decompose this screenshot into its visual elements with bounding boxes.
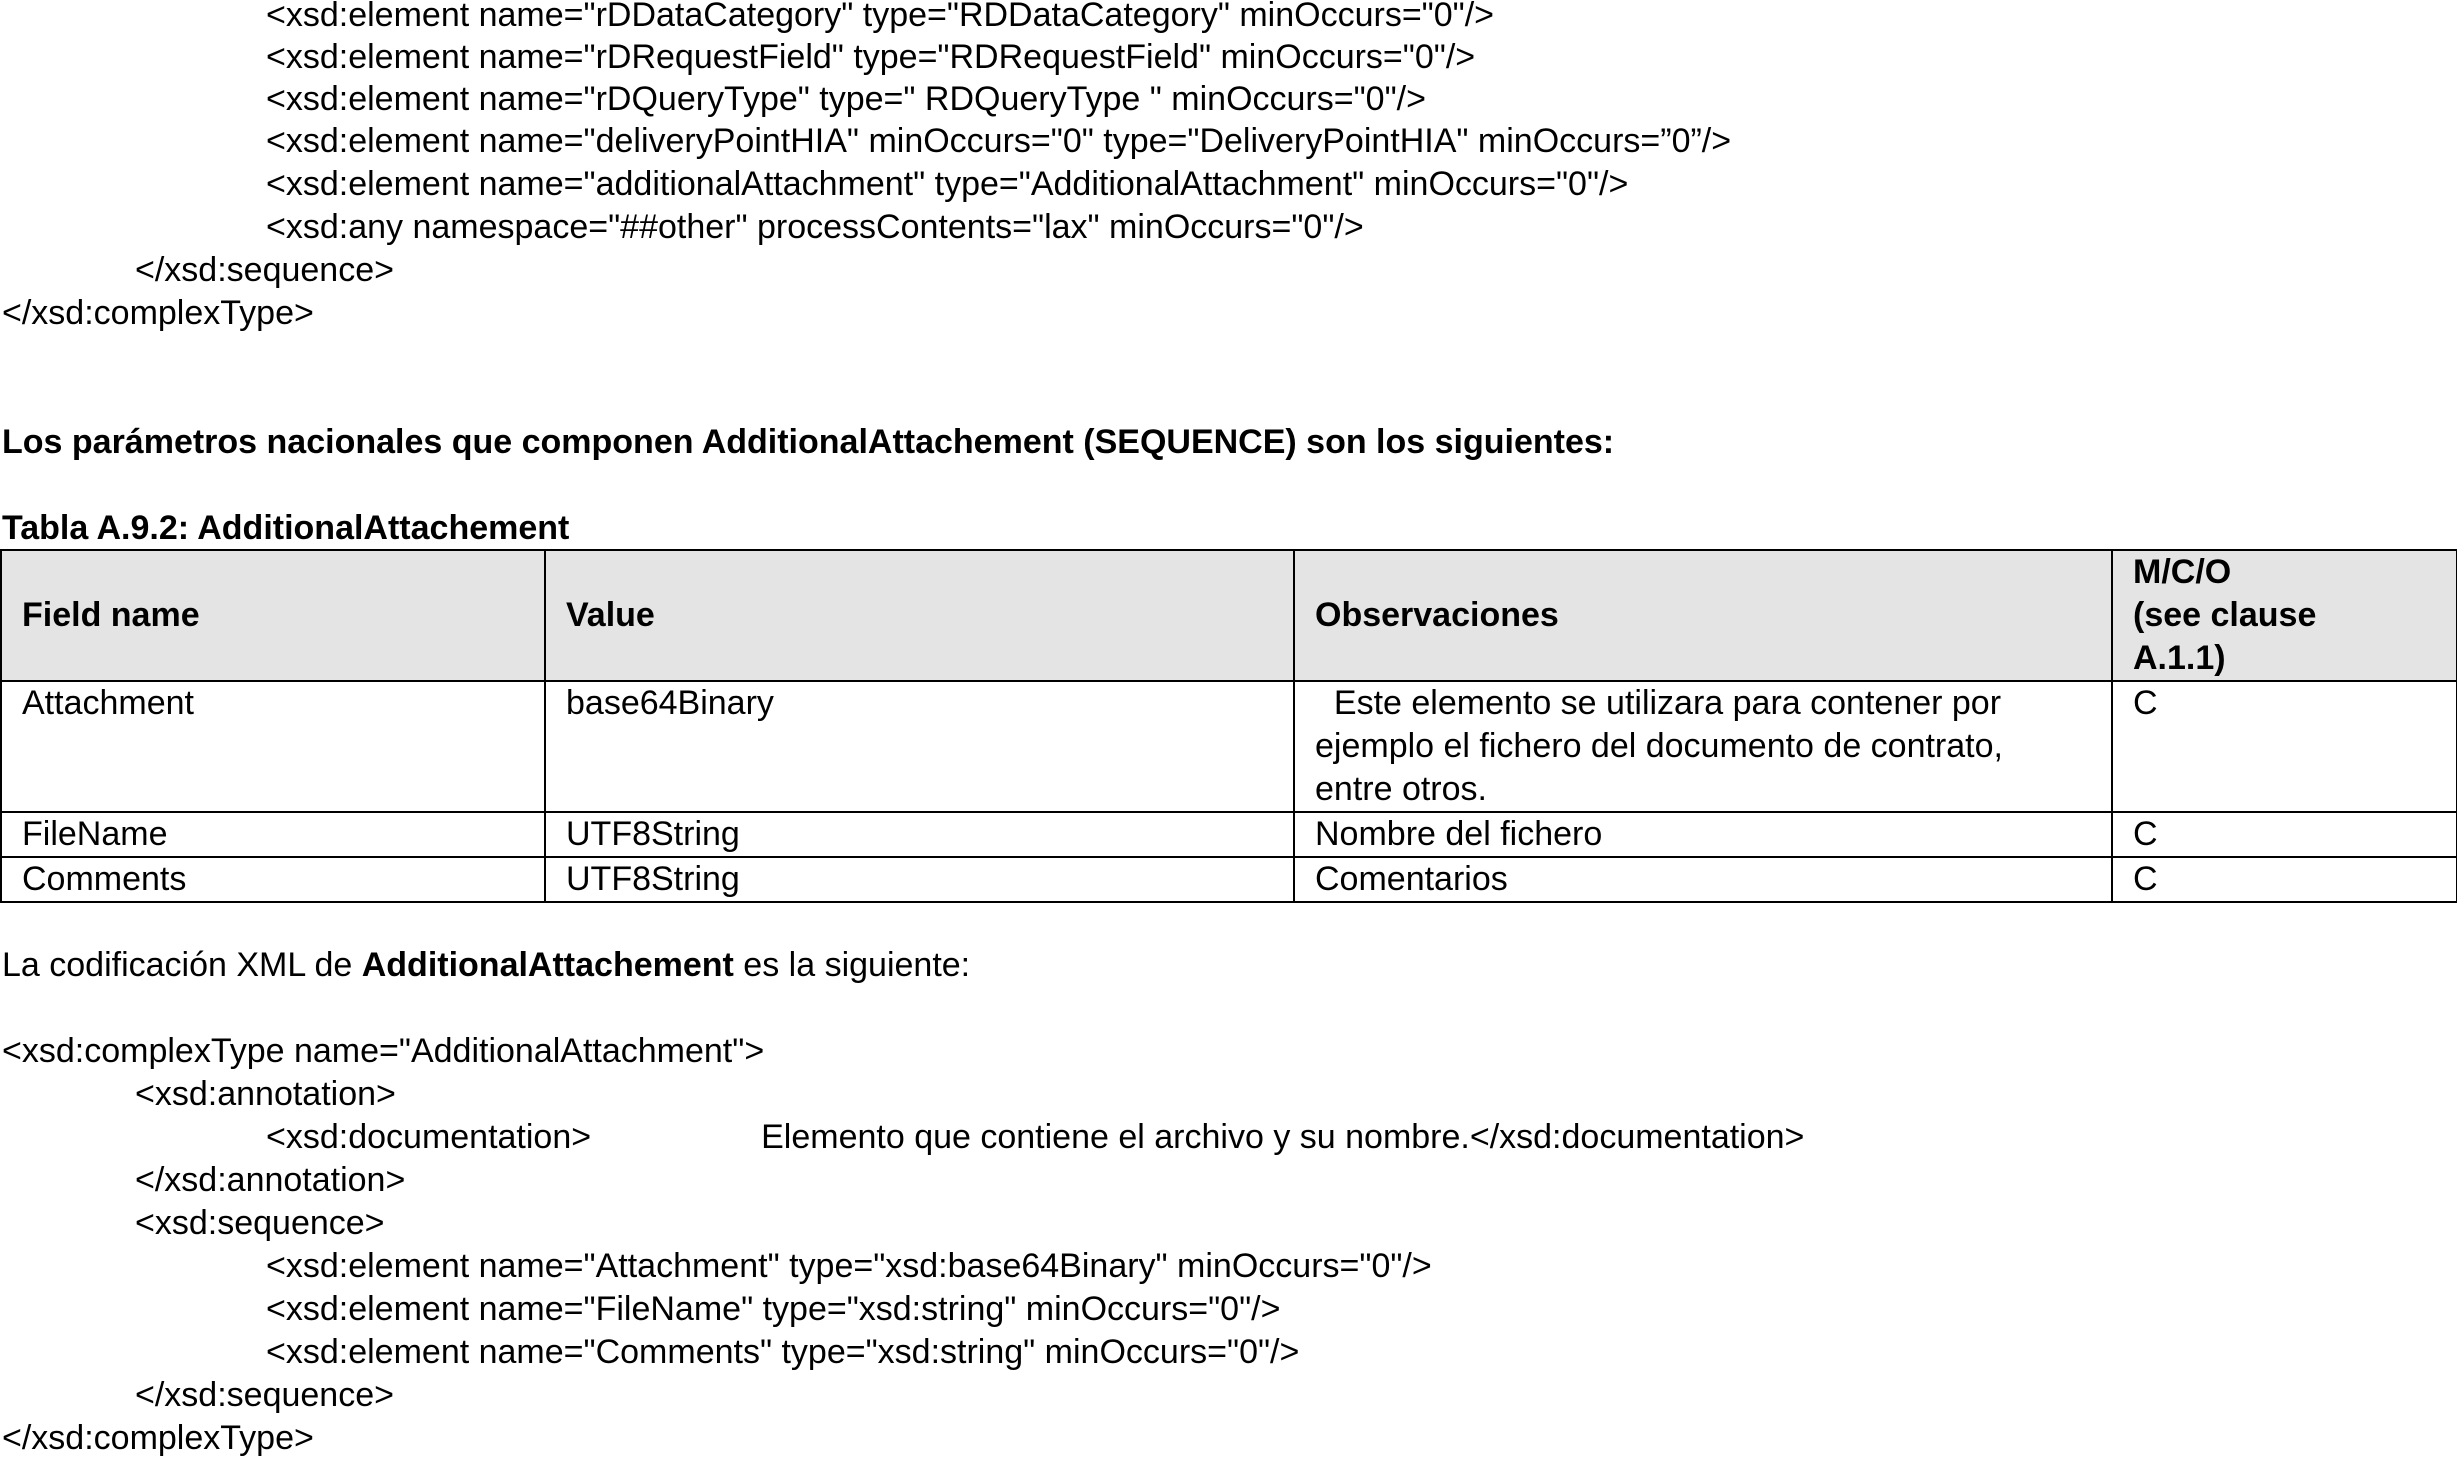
table-row [1,812,2457,857]
intro-bold: AdditionalAttachement [361,946,734,984]
cell-field: FileName [1,812,545,857]
code-line: <xsd:any namespace="##other" processContents="lax" minOccurs="0"/> [266,208,1364,246]
cell-observaciones: Nombre del fichero [1294,812,2112,857]
header-observaciones: Observaciones [1294,550,2112,681]
cell-value: base64Binary [545,681,1294,812]
obs-line: ejemplo el fichero del documento de contrato, [1315,727,2003,765]
cell-mco: C [2112,681,2457,812]
intro-prefix: La codificación XML de [2,946,362,984]
documentation-text: Elemento que contiene el archivo y su nombre.</xsd:documentation> [761,1118,1805,1156]
header-mco-line2 [2133,594,2436,637]
cell-mco: C [2112,857,2457,902]
table-header-row [1,550,2457,681]
header-field-name: Field name [1,550,545,681]
code-line: <xsd:element name="deliveryPointHIA" minOccurs="0" type="DeliveryPointHIA" minOccurs=”0”/> [266,122,1732,160]
cell-field: Comments [1,857,545,902]
code-line: <xsd:complexType name="AdditionalAttachment"> [2,1032,765,1070]
code-line: <xsd:element name="Comments" type="xsd:string" minOccurs="0"/> [266,1333,1300,1371]
header-mco-clause: clause [2210,596,2317,634]
code-line: </xsd:complexType> [2,294,314,332]
code-line: </xsd:sequence> [135,1376,394,1414]
header-mco-line3: A.1.1) [2133,639,2226,677]
cell-observaciones: Comentarios [1294,857,2112,902]
code-line: <xsd:element name="rDRequestField" type="RDRequestField" minOccurs="0"/> [266,38,1476,76]
intro-suffix: es la siguiente: [733,946,971,984]
cell-field: Attachment [1,681,545,812]
header-value: Value [545,550,1294,681]
cell-value: UTF8String [545,857,1294,902]
code-line: </xsd:sequence> [135,251,394,289]
code-line: <xsd:element name="additionalAttachment" type="AdditionalAttachment" minOccurs="0"/> [266,165,1629,203]
code-line: </xsd:complexType> [2,1419,314,1457]
code-line: </xsd:annotation> [135,1161,406,1199]
obs-line: Este elemento se utilizara para contener por [1315,684,2002,722]
table-caption: Tabla A.9.2: AdditionalAttachement [2,509,570,547]
code-line: <xsd:annotation> [135,1075,396,1113]
code-line: <xsd:element name="rDQueryType" type=" RDQueryType " minOccurs="0"/> [266,80,1426,118]
code-line [266,1116,1804,1159]
code-line: <xsd:element name="Attachment" type="xsd:base64Binary" minOccurs="0"/> [266,1247,1432,1285]
code-line: <xsd:sequence> [135,1204,385,1242]
header-mco-line1: M/C/O [2133,553,2232,591]
header-mco [2112,550,2457,681]
intro-paragraph [2,944,970,987]
code-line: <xsd:element name="FileName" type="xsd:string" minOccurs="0"/> [266,1290,1281,1328]
additional-attachement-table [0,549,2457,903]
table-row [1,681,2457,812]
header-mco-see: (see [2133,596,2202,634]
cell-mco: C [2112,812,2457,857]
obs-line: entre otros. [1315,770,1487,808]
cell-observaciones [1294,681,2112,812]
code-line: <xsd:element name="rDDataCategory" type="RDDataCategory" minOccurs="0"/> [266,0,1495,34]
cell-value: UTF8String [545,812,1294,857]
table-row [1,857,2457,902]
documentation-tag: <xsd:documentation> [266,1118,592,1156]
section-heading: Los parámetros nacionales que componen AdditionalAttachement (SEQUENCE) son los siguientes: [2,423,1615,461]
